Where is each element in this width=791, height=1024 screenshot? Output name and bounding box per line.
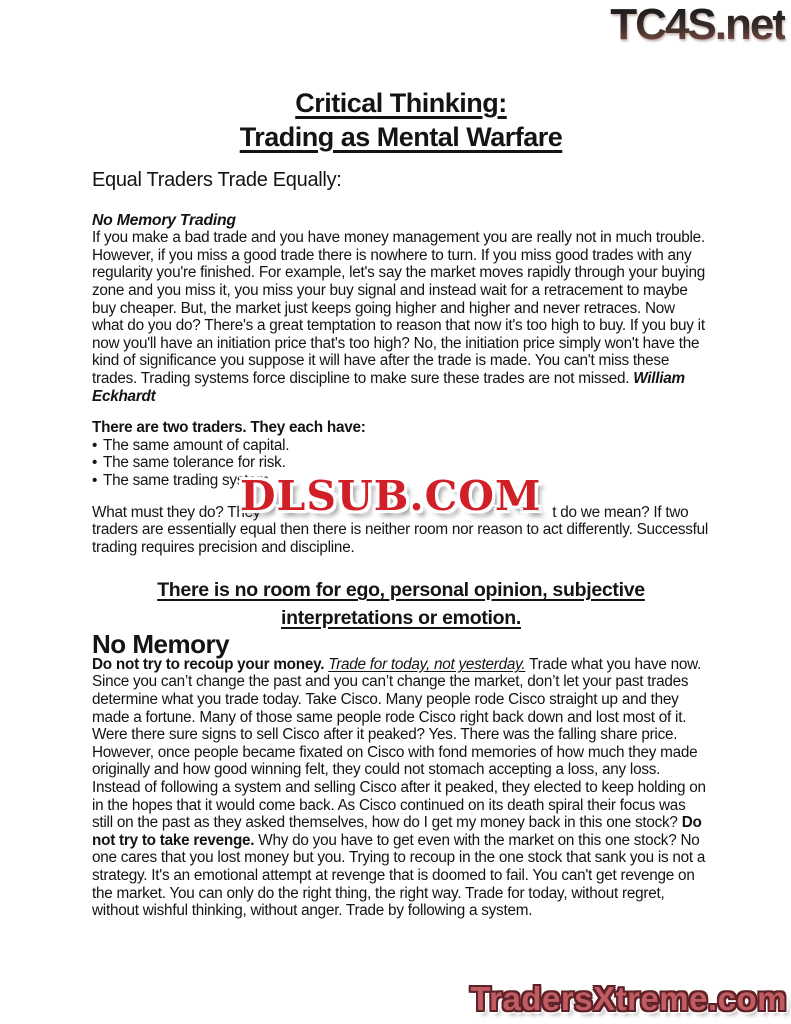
no-memory-trading-body: If you make a bad trade and you have money management you are really not in much trouble. However, if you miss a good trade there is nowhere to turn. If you miss good trades with any regularity you're finished. For example, let's say the market moves rapidly through your buying zone and you miss it, you miss your buy signal and instead wait for a retracement to maybe buy cheaper. But, the market just keeps going higher and higher and never retraces. Now what do you do? There's a great temptation to reason that now it's too high to buy. If you buy it now you'll have an initiation price that's too high? No, the initiation price simply won't have the kind of significance you suppose it will have after the trade is made. You can't miss these trades. Trading systems force discipline to make sure these trades are not missed.	[92, 229, 705, 387]
no-memory-heading: No Memory	[92, 629, 230, 660]
line-fragment-after: t do we mean? If two	[552, 503, 689, 521]
page-title-line1: Critical Thinking:	[295, 88, 507, 118]
no-memory-body1: Trade what you have now. Since you can’t change the past and you can’t change the market, don’t let your past trades determine what you trade today. Take Cisco. Many people rode Cisco straight up and they made a fortune. Many of those same people rode Cisco right back down and lost most of it. Were there sure signs to sell Cisco after it peaked? Yes. There was the falling share price. However, once people became fixated on Cisco with fond memories of how much they made originally and how good winning felt, they could not stomach accepting a loss, any loss. Instead of following a system and selling Cisco after it peaked, they elected to keep holding on in the hopes that it would come back. As Cisco continued on its death spiral their focus was still on the past as they asked themselves, how do I get my money back in this one stock?	[92, 655, 706, 832]
two-traders-heading: There are two traders. They each have:	[92, 419, 366, 437]
document-content	[92, 86, 710, 920]
tradersxtreme-site-logo: TradersXtreme.com	[470, 980, 787, 1017]
list-item	[92, 454, 710, 472]
bullet-marker: •	[92, 436, 98, 454]
no-memory-paragraph	[92, 656, 710, 920]
no-memory-trading-paragraph	[92, 229, 710, 405]
recoup-bold-lead: Do not try to recoup your money.	[92, 655, 329, 673]
dlsub-watermark: DLSUB.COM	[240, 471, 542, 520]
tc4s-site-logo: TC4S.net	[610, 0, 785, 49]
quote-attribution: William Eckhardt	[92, 369, 685, 405]
no-room-for-ego-heading: There is no room for ego, personal opinion, subjective interpretations or emotion.	[157, 579, 645, 630]
page-title	[92, 86, 710, 154]
section-subtitle: Equal Traders Trade Equally:	[92, 169, 342, 191]
page-title-line2: Trading as Mental Warfare	[239, 122, 563, 152]
no-memory-trading-heading: No Memory Trading	[92, 211, 236, 229]
bullet-text: The same tolerance for risk.	[103, 454, 286, 472]
list-item	[92, 437, 710, 455]
bullet-marker: •	[92, 471, 98, 489]
trade-for-today-phrase: Trade for today, not yesterday.	[328, 655, 526, 673]
line-fragment-before: What must they do? They	[92, 503, 261, 521]
bullet-text: The same trading system.	[103, 471, 273, 489]
paragraph-rest: traders are essentially equal then there is neither room nor reason to act differently. Successful trading requires precision and discipline.	[92, 521, 709, 556]
no-memory-body2: Why do you have to get even with the market on this one stock? No one cares that you lost money but you. Trying to recoup in the one stock that sank you is not a strategy. It's an emotional attempt at revenge that is doomed to fail. You can't get revenge on the market. You can only do the right thing, the right way. Trade for today, without regret, without wishful thinking, without anger. Trade by following a system.	[92, 831, 706, 920]
revenge-bold-lead: Do not try to take revenge.	[92, 814, 702, 849]
bullet-text: The same amount of capital.	[103, 436, 290, 454]
bullet-marker: •	[92, 454, 98, 472]
